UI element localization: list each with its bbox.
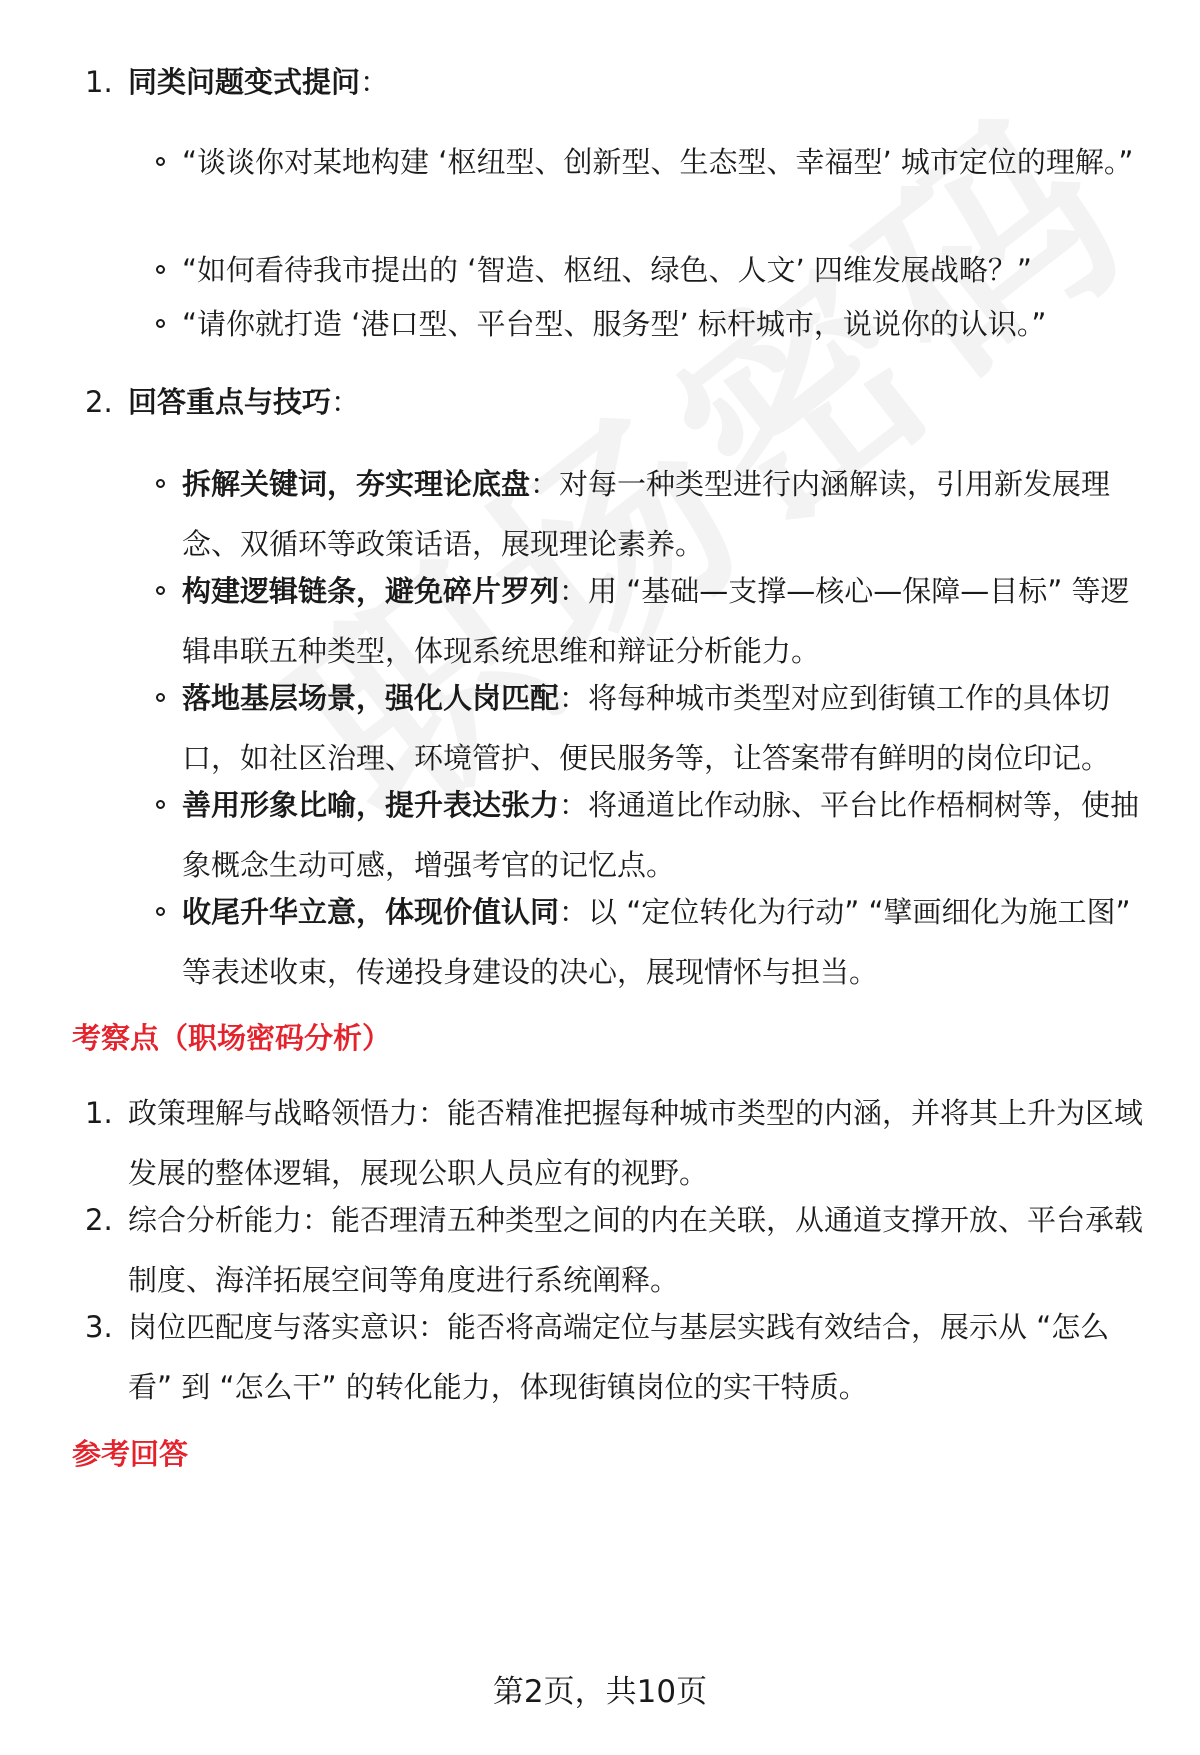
bullet-circle-icon xyxy=(156,693,165,702)
item-text: 岗位匹配度与落实意识：能否将高端定位与基层实践有效结合，展示从 “怎么看” 到 “怎么干” 的转化能力，体现街镇岗位的实干特质。 xyxy=(128,1310,1110,1404)
bullet-text: “谈谈你对某地构建 ‘枢纽型、创新型、生态型、幸福型’ 城市定位的理解。” xyxy=(182,145,1134,179)
bullet-circle-icon xyxy=(156,907,165,916)
item-title: 回答重点与技巧 xyxy=(128,385,332,419)
list-number: 1. xyxy=(85,1096,113,1130)
bullet-circle-icon xyxy=(156,800,165,809)
item-text: 政策理解与战略领悟力：能否精准把握每种城市类型的内涵，并将其上升为区域发展的整体逻辑，展现公职人员应有的视野。 xyxy=(128,1096,1144,1190)
bullet-circle-icon xyxy=(156,265,165,274)
list-number: 2. xyxy=(85,1203,113,1237)
item-text: 综合分析能力：能否理清五种类型之间的内在关联，从通道支撑开放、平台承载制度、海洋拓展空间等角度进行系统阐释。 xyxy=(128,1203,1144,1297)
bullet-text: “如何看待我市提出的 ‘智造、枢纽、绿色、人文’ 四维发展战略？” xyxy=(182,253,1032,287)
item-title: 同类问题变式提问 xyxy=(128,65,361,99)
list-number: 3. xyxy=(85,1310,113,1344)
list-number: 2. xyxy=(85,385,113,419)
bullet-circle-icon xyxy=(156,479,165,488)
section-heading: 参考回答 xyxy=(72,1437,189,1471)
list-number: 1. xyxy=(85,65,113,99)
bullet-circle-icon xyxy=(156,157,165,166)
section-heading: 考察点（职场密码分析） xyxy=(72,1021,392,1055)
page-number: 第2页，共10页 xyxy=(492,1674,708,1710)
bullet-circle-icon xyxy=(156,586,165,595)
bullet-text: “请你就打造 ‘港口型、平台型、服务型’ 标杆城市，说说你的认识。” xyxy=(182,307,1047,341)
bullet-circle-icon xyxy=(156,319,165,328)
document-page: 1. 同类问题变式提问： “谈谈你对某地构建 ‘枢纽型、创新型、生态型、幸福型’ 城市定位的理解。” “如何看待我市提出的 ‘智造、枢纽、绿色、人文’ 四维发展战略？” “请你就打造 ‘港口型、平台型、服务型’ 标杆城市，说说你的认识。” 2. 回答重点与技巧： 拆解关键词，夯实理论底盘：对每一种类型进行内涵解读，引用新发展理念、双循环等政策话语，展现理论素养。 构建逻辑链条，避免碎片罗列：用 “基础—支撑—核心—保障—目标” 等逻辑串联五种类型，体现系统思维和辩证分析能力。 落地基层场景，强化人岗匹配：将每种城市类型对应到街镇工作的具体切口，如社区治理、环境管护、便民服务等，让答案带有鲜明的岗位印记。 善用形象比喻，提升表达张力：将通道比作动脉、平台比作梧桐树等，使抽象概念生动可感，增强考官的记忆点。 收尾升华立意，体现价值认同：以 “定位转化为行动” “擘画细化为施工图” 等表述收束，传递投身建设的决心，展现情怀与担当。 考察点（职场密码分析） 1. 政策理解与战略领悟力：能否精准把握每种城市类型的内涵，并将其上升为区域发展的整体逻辑，展现公职人员应有的视野。 2. 综合分析能力：能否理清五种类型之间的内在关联，从通道支撑开放、平台承载制度、海洋拓展空间等角度进行系统阐释。 3. 岗位匹配度与落实意识：能否将高端定位与基层实践有效结合，展示从 “怎么看” 到 “怎么干” 的转化能力，体现街镇岗位的实干特质。 参考回答 第2页，共10页 xyxy=(0,0,1200,1755)
